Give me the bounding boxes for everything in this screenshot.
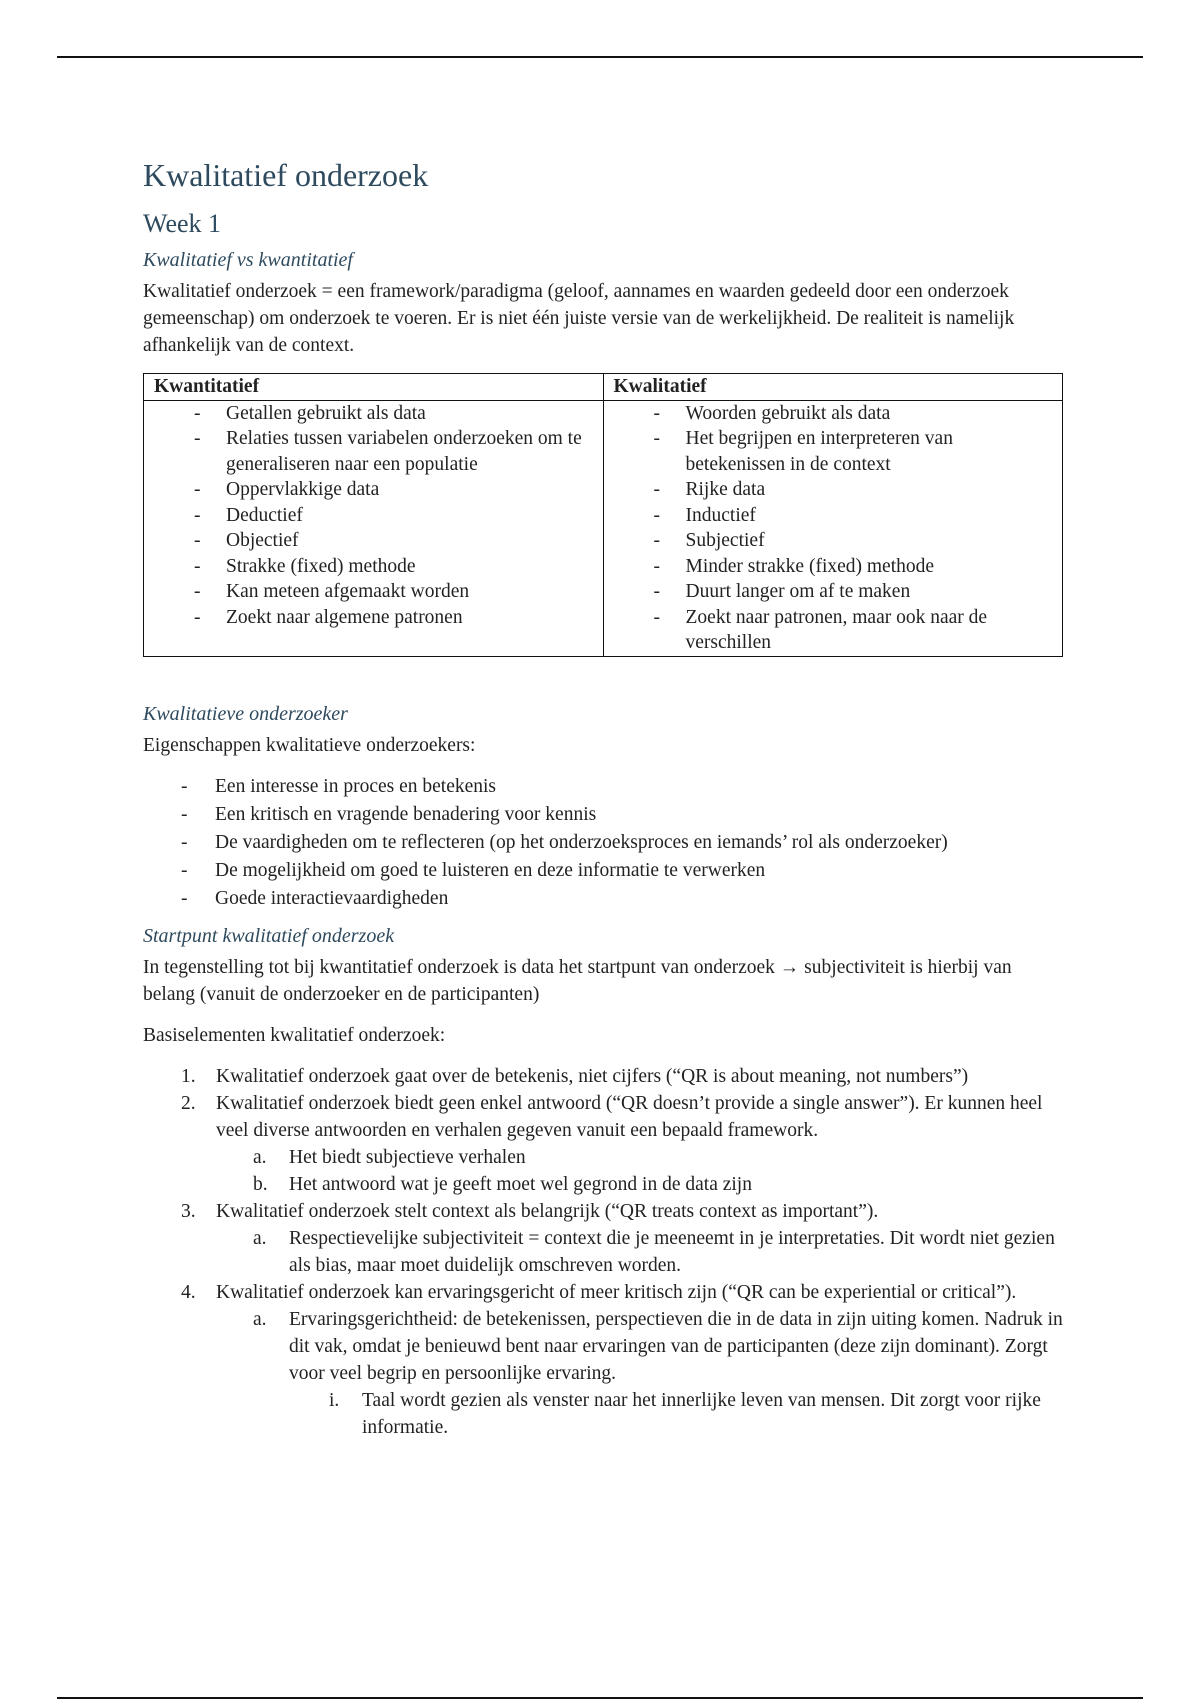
- list-item: - Oppervlakkige data: [154, 477, 593, 503]
- list-item: [143, 1225, 1063, 1279]
- list-item: - Zoekt naar patronen, maar ook naar de verschillen: [614, 605, 1053, 656]
- list-item-text: Taal wordt gezien als venster naar het innerlijke leven van mensen. Dit zorgt voor rijke informatie.: [362, 1389, 1041, 1438]
- list-item-text: Het biedt subjectieve verhalen: [289, 1146, 526, 1168]
- list-item: - Zoekt naar algemene patronen: [154, 605, 593, 631]
- list-item-text: Kwalitatief onderzoek stelt context als belangrijk (“QR treats context as important”).: [216, 1200, 879, 1222]
- list-item-text: Kwalitatief onderzoek gaat over de betekenis, niet cijfers (“QR is about meaning, not numbers”): [216, 1065, 969, 1087]
- list-item: [143, 1387, 1063, 1441]
- list-item: - Subjectief: [614, 528, 1053, 554]
- list-marker: 3.: [181, 1200, 196, 1222]
- section-heading: Kwalitatieve onderzoeker: [143, 702, 348, 725]
- section-heading: Kwalitatief vs kwantitatief: [143, 249, 353, 271]
- section-heading: Startpunt kwalitatief onderzoek: [143, 924, 395, 947]
- table-cell: [603, 400, 1063, 656]
- list-item: - Een interesse in proces en betekenis: [143, 773, 1063, 801]
- list-marker: a.: [253, 1227, 267, 1249]
- list-marker: b.: [253, 1173, 268, 1195]
- paragraph: Eigenschappen kwalitatieve onderzoekers:: [143, 734, 476, 756]
- list-item: - Duurt langer om af te maken: [614, 579, 1053, 605]
- list-marker: 2.: [181, 1092, 196, 1114]
- table-header: Kwalitatief: [603, 374, 1063, 401]
- list-item-text: Ervaringsgerichtheid: de betekenissen, perspectieven die in de data in zijn uiting komen. Nadruk in dit vak, omdat je benieuwd bent naar ervaringen van de participanten (deze zijn dominant). Zorgt voor veel begrip en persoonlijke ervaring.: [289, 1308, 1063, 1384]
- document-body: [143, 155, 1063, 1441]
- list-item: - Deductief: [154, 503, 593, 529]
- list-item: - Woorden gebruikt als data: [614, 401, 1053, 427]
- list-item: [143, 1090, 1063, 1144]
- list-marker: a.: [253, 1308, 267, 1330]
- list-item: - Rijke data: [614, 477, 1053, 503]
- paragraph: In tegenstelling tot bij kwantitatief onderzoek is data het startpunt van onderzoek → subjectiviteit is hierbij van belang (vanuit de onderzoeker en de participanten): [143, 956, 1012, 1005]
- list-item: - Minder strakke (fixed) methode: [614, 554, 1053, 580]
- paragraph: Kwalitatief onderzoek = een framework/paradigma (geloof, aannames en waarden gedeeld door een onderzoek gemeenschap) om onderzoek te voeren. Er is niet één juiste versie van de werkelijkheid. De realiteit is namelijk afhankelijk van de context.: [143, 281, 1015, 356]
- paragraph: Basiselementen kwalitatief onderzoek:: [143, 1024, 446, 1046]
- list-item: [143, 1279, 1063, 1306]
- list-item: [143, 1198, 1063, 1225]
- header-rule: [57, 56, 1143, 58]
- list-item: - De vaardigheden om te reflecteren (op het onderzoeksproces en iemands’ rol als onderzoeker): [143, 829, 1063, 857]
- list-item: - Objectief: [154, 528, 593, 554]
- list-marker: 1.: [181, 1065, 196, 1087]
- list-item: - Het begrijpen en interpreteren van betekenissen in de context: [614, 426, 1053, 477]
- document-title: Kwalitatief onderzoek: [143, 157, 429, 193]
- list-item-text: Kwalitatief onderzoek biedt geen enkel antwoord (“QR doesn’t provide a single answer”). Er kunnen heel veel diverse antwoorden en verhalen gegeven vanuit een bepaald framework.: [216, 1092, 1043, 1141]
- list-item: [143, 1063, 1063, 1090]
- list-item-text: Respectievelijke subjectiviteit = context die je meeneemt in je interpretaties. Dit wordt niet gezien als bias, maar moet duidelijk omschreven worden.: [289, 1227, 1055, 1276]
- list-marker: 4.: [181, 1281, 196, 1303]
- list-item: - Kan meteen afgemaakt worden: [154, 579, 593, 605]
- comparison-table: [143, 373, 1063, 657]
- list-item: - Strakke (fixed) methode: [154, 554, 593, 580]
- list-marker: a.: [253, 1146, 267, 1168]
- footer-rule: [57, 1697, 1143, 1699]
- list-item-text: Kwalitatief onderzoek kan ervaringsgericht of meer kritisch zijn (“QR can be experiential or critical”).: [216, 1281, 1017, 1303]
- table-cell: [144, 400, 604, 656]
- list-item: [143, 1171, 1063, 1198]
- list-item: [143, 1306, 1063, 1387]
- week-heading: Week 1: [143, 209, 222, 238]
- list-item: [143, 1144, 1063, 1171]
- list-item: - Getallen gebruikt als data: [154, 401, 593, 427]
- list-item: - Goede interactievaardigheden: [143, 885, 1063, 913]
- list-marker: i.: [329, 1389, 340, 1411]
- list-item-text: Het antwoord wat je geeft moet wel gegrond in de data zijn: [289, 1173, 752, 1195]
- list-item: - Inductief: [614, 503, 1053, 529]
- list-item: - Relaties tussen variabelen onderzoeken om te generaliseren naar een populatie: [154, 426, 593, 477]
- list-item: - Een kritisch en vragende benadering voor kennis: [143, 801, 1063, 829]
- list-item: - De mogelijkheid om goed te luisteren en deze informatie te verwerken: [143, 857, 1063, 885]
- table-header: Kwantitatief: [144, 374, 604, 401]
